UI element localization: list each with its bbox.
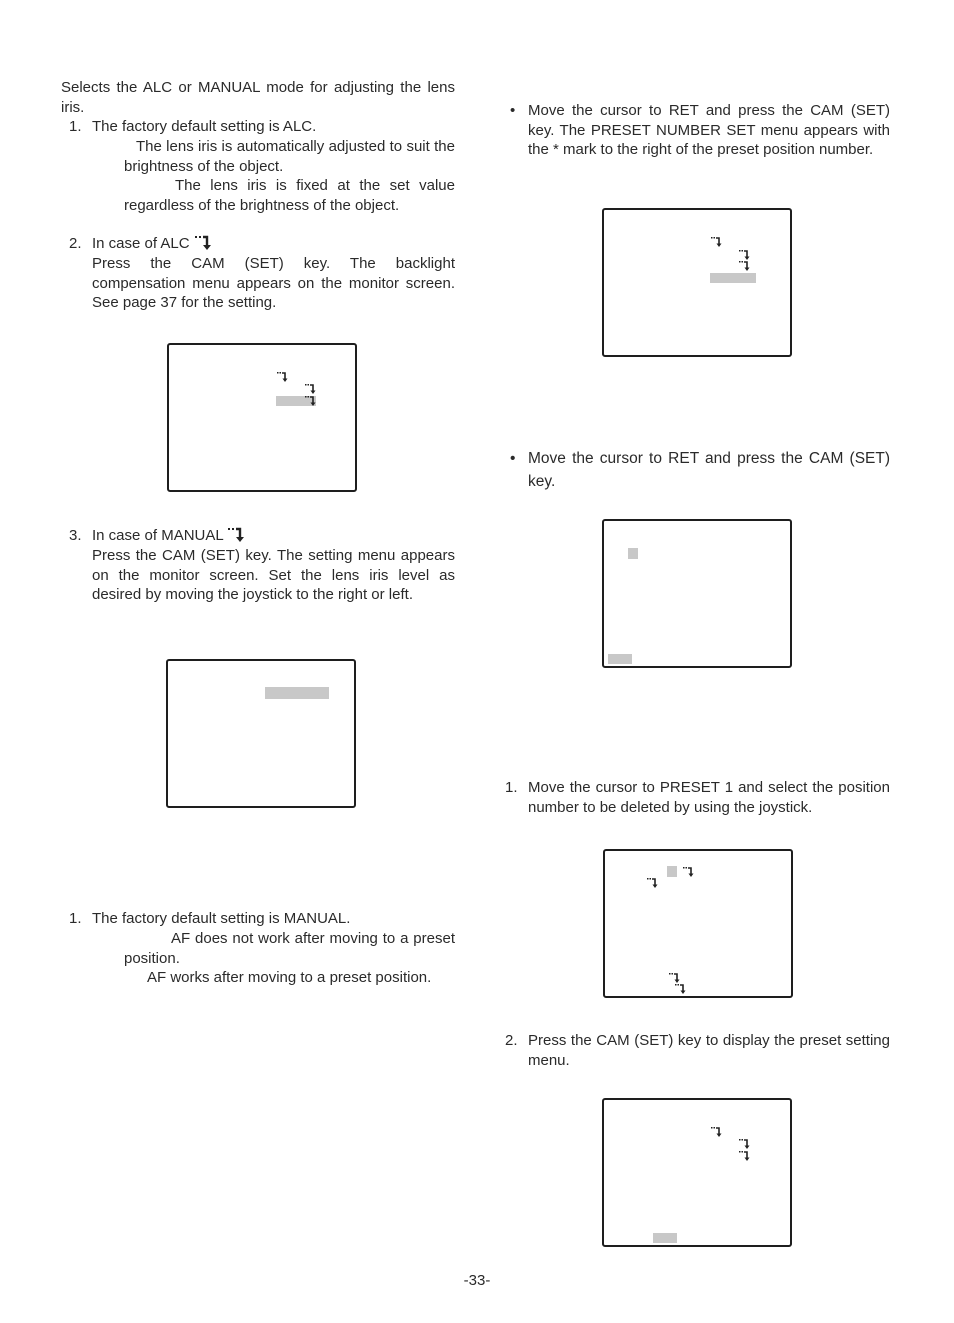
iris-item3-title [92, 526, 245, 546]
submenu-arrow-icon [739, 1139, 750, 1150]
submenu-arrow-icon [305, 396, 316, 407]
page-number: -33- [463, 1272, 491, 1289]
submenu-arrow-icon [277, 372, 288, 383]
iris-item2-text: Press the CAM (SET) key. The backlight compensation menu appears on the monitor screen. See page 37 for the setting. [92, 255, 455, 311]
submenu-arrow-icon [647, 878, 658, 889]
submenu-arrow-icon [711, 1127, 722, 1138]
iris-manual-description: The lens iris is fixed at the set value regardless of the brightness of the object. [124, 177, 455, 214]
cursor-block [667, 866, 677, 877]
iris-level-bar [265, 687, 329, 699]
delete-item1-text: Move the cursor to PRESET 1 and select the position number to be deleted by using the joystick. [528, 779, 890, 816]
submenu-arrow-icon [711, 237, 722, 248]
monitor-screen-after-ret [602, 519, 792, 668]
monitor-screen-preset-number-set [602, 208, 792, 357]
delete-item1-number: 1. [505, 779, 518, 796]
monitor-screen-preset-select [603, 849, 793, 998]
delete-item2-number: 2. [505, 1032, 518, 1049]
submenu-arrow-icon [683, 867, 694, 878]
cursor-block [628, 548, 638, 559]
iris-item2-title [92, 234, 212, 254]
iris-item3-title-text: In case of MANUAL [92, 527, 224, 544]
submenu-arrow-icon [675, 984, 686, 995]
monitor-screen-iris-level [166, 659, 356, 808]
bullet-2-mark: • [510, 450, 516, 467]
iris-item3-text: Press the CAM (SET) key. The setting menu appears on the monitor screen. Set the lens iris level as desired by moving the joystick to the right or left. [92, 547, 455, 603]
af-item1-number: 1. [69, 910, 82, 927]
submenu-arrow-icon [227, 527, 245, 543]
iris-alc-description: The lens iris is automatically adjusted to suit the brightness of the object. [124, 138, 455, 175]
delete-item2-text: Press the CAM (SET) key to display the preset setting menu. [528, 1032, 890, 1069]
iris-item3-number: 3. [69, 527, 82, 544]
bullet-2-text: Move the cursor to RET and press the CAM (SET) key. [528, 450, 890, 490]
bullet-1-mark: • [510, 102, 516, 119]
cursor-highlight [653, 1233, 677, 1243]
iris-item1-text: The factory default setting is ALC. [92, 118, 317, 135]
bullet-1-text: Move the cursor to RET and press the CAM (SET) key. The PRESET NUMBER SET menu appears with the * mark to the right of the preset position number. [528, 102, 890, 158]
submenu-arrow-icon [739, 250, 750, 261]
submenu-arrow-icon [669, 973, 680, 984]
iris-item1-number: 1. [69, 118, 82, 135]
cursor-highlight [710, 273, 756, 283]
monitor-screen-preset-setting [602, 1098, 792, 1247]
submenu-arrow-icon [194, 235, 212, 251]
submenu-arrow-icon [739, 261, 750, 272]
monitor-screen-backlight-menu [167, 343, 357, 492]
submenu-arrow-icon [739, 1151, 750, 1162]
iris-item2-title-text: In case of ALC [92, 235, 190, 252]
af-off-description: AF does not work after moving to a preset position. [124, 930, 455, 967]
af-item1-text: The factory default setting is MANUAL. [92, 910, 351, 927]
cursor-highlight [608, 654, 632, 664]
submenu-arrow-icon [305, 384, 316, 395]
iris-intro: Selects the ALC or MANUAL mode for adjusting the lens iris. [61, 79, 455, 116]
af-on-description: AF works after moving to a preset position. [147, 969, 432, 986]
iris-item2-number: 2. [69, 235, 82, 252]
